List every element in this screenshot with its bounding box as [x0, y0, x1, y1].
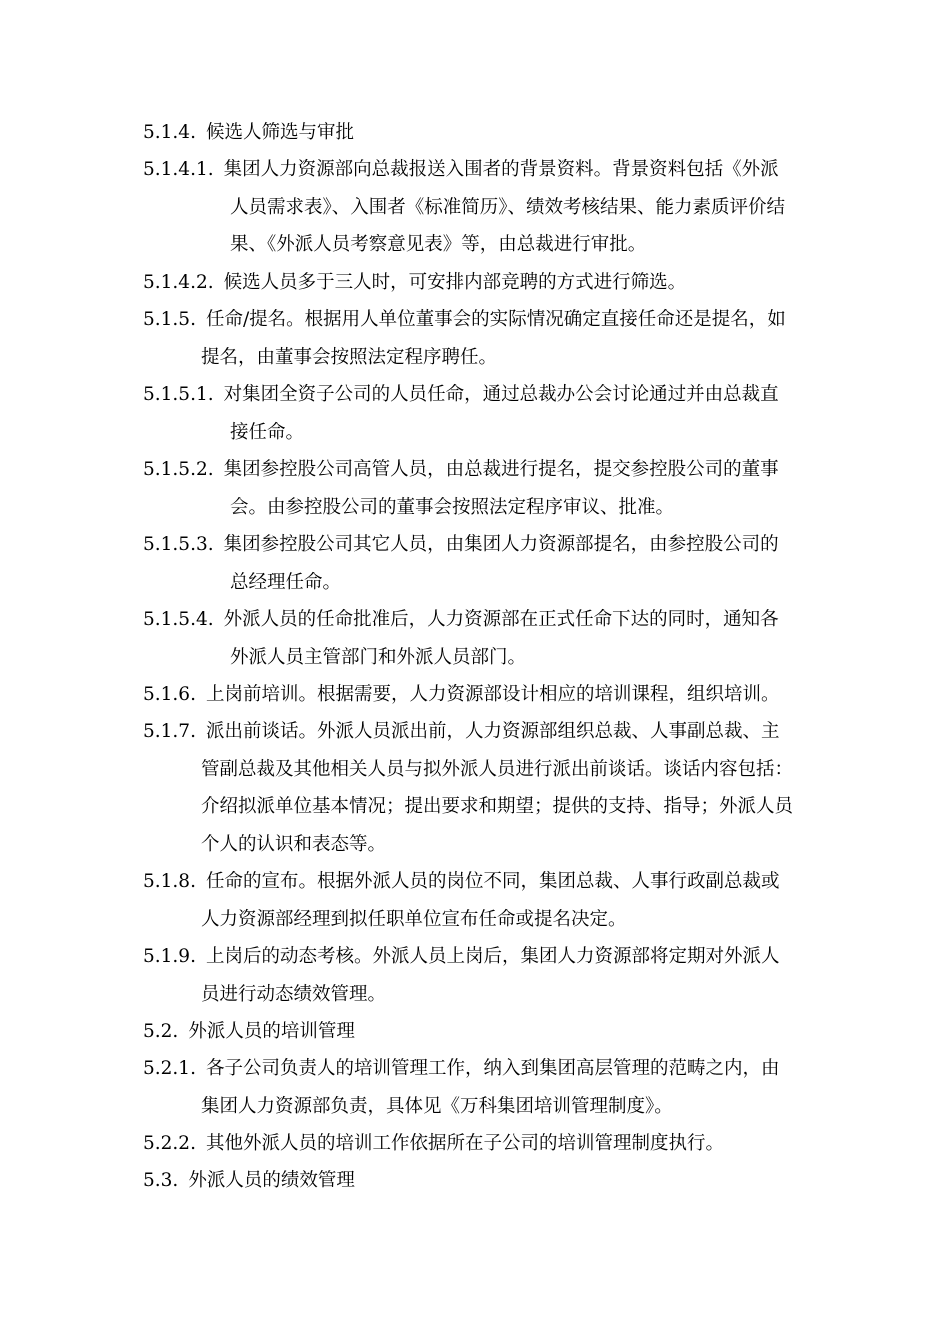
clause-text-line: 果、《外派人员考察意见表》等，由总裁进行审批。 [230, 234, 647, 255]
clause-text-line: 集团参控股公司其它人员，由集团人力资源部提名，由参控股公司的 [223, 534, 779, 555]
clause-text-line: 对集团全资子公司的人员任命，通过总裁办公会讨论通过并由总裁直 [223, 384, 779, 405]
clause-number: 5.1.8. [143, 871, 196, 892]
clause-text-line: 上岗后的动态考核。外派人员上岗后，集团人力资源部将定期对外派人 [205, 946, 780, 967]
clause-text-line: 外派人员主管部门和外派人员部门。 [230, 646, 527, 668]
clause-text-line: 任命的宣布。根据外派人员的岗位不同，集团总裁、人事行政副总裁或 [205, 871, 780, 892]
clause-number: 5.1.7. [143, 721, 196, 742]
clause-text-line: 个人的认识和表态等。 [201, 833, 387, 855]
clause-text-line: 会。由参控股公司的董事会按照法定程序审议、批准。 [230, 496, 675, 518]
clause-text-line: 派出前谈话。外派人员派出前，人力资源部组织总裁、人事副总裁、主 [205, 721, 780, 742]
clause-item [143, 863, 813, 938]
clause-item [143, 114, 813, 152]
clause-text-line: 外派人员的任命批准后，人力资源部在正式任命下达的同时，通知各 [223, 609, 779, 630]
clause-item [143, 938, 813, 1013]
clause-text-line: 提名，由董事会按照法定程序聘任。 [201, 346, 498, 368]
clause-number: 5.1.4.1. [143, 159, 214, 180]
clause-number: 5.2.2. [143, 1133, 196, 1154]
clause-item [143, 1050, 813, 1125]
clause-text-line: 候选人员多于三人时，可安排内部竞聘的方式进行筛选。 [223, 272, 687, 293]
clause-number: 5.2.1. [143, 1058, 196, 1079]
clause-number: 5.1.5.3. [143, 534, 214, 555]
clause-item [143, 1013, 813, 1051]
clause-text-line: 上岗前培训。根据需要，人力资源部设计相应的培训课程，组织培训。 [205, 684, 780, 705]
clause-number: 5.1.4.2. [143, 272, 214, 293]
clause-text-line: 接任命。 [230, 421, 305, 443]
clause-text-line: 介绍拟派单位基本情况；提出要求和期望；提供的支持、指导；外派人员 [201, 796, 794, 817]
clause-text-line: 集团人力资源部负责，具体见《万科集团培训管理制度》。 [201, 1095, 673, 1117]
clause-text-line: 外派人员的培训管理 [188, 1021, 355, 1042]
clause-text-line: 人力资源部经理到拟任职单位宣布任命或提名决定。 [201, 908, 627, 930]
clause-text-line: 集团人力资源部向总裁报送入围者的背景资料。背景资料包括《外派 [223, 159, 779, 180]
clause-text-line: 各子公司负责人的培训管理工作，纳入到集团高层管理的范畴之内，由 [205, 1058, 780, 1079]
clause-number: 5.1.9. [143, 946, 196, 967]
clause-item [143, 151, 813, 264]
clause-item [143, 301, 813, 376]
clause-text-line: 管副总裁及其他相关人员与拟外派人员进行派出前谈话。谈话内容包括： [201, 758, 794, 780]
clause-item [143, 264, 813, 302]
clause-number: 5.1.5.1. [143, 384, 214, 405]
clause-item [143, 713, 813, 863]
clause-text-line: 集团参控股公司高管人员，由总裁进行提名，提交参控股公司的董事 [223, 459, 779, 480]
clause-item [143, 1162, 813, 1200]
clause-number: 5.1.6. [143, 684, 196, 705]
clause-text-line: 员进行动态绩效管理。 [201, 983, 387, 1005]
clause-number: 5.3. [143, 1170, 179, 1191]
clause-number: 5.2. [143, 1021, 179, 1042]
clause-number: 5.1.4. [143, 122, 196, 143]
clause-number: 5.1.5. [143, 309, 196, 330]
clause-text-line: 候选人筛选与审批 [205, 122, 354, 143]
clause-item [143, 601, 813, 676]
clause-text-line: 其他外派人员的培训工作依据所在子公司的培训管理制度执行。 [205, 1133, 724, 1154]
clause-number: 5.1.5.2. [143, 459, 214, 480]
clause-text-line: 总经理任命。 [230, 571, 342, 593]
clause-text-line: 人员需求表》、入围者《标准简历》、绩效考核结果、能力素质评价结 [230, 196, 786, 218]
clause-item [143, 676, 813, 714]
clause-text-line: 外派人员的绩效管理 [188, 1170, 355, 1191]
clause-item [143, 451, 813, 526]
clause-text-line: 任命/提名。根据用人单位董事会的实际情况确定直接任命还是提名，如 [205, 309, 786, 330]
clause-number: 5.1.5.4. [143, 609, 214, 630]
clause-item [143, 376, 813, 451]
clause-item [143, 1125, 813, 1163]
clause-item [143, 526, 813, 601]
